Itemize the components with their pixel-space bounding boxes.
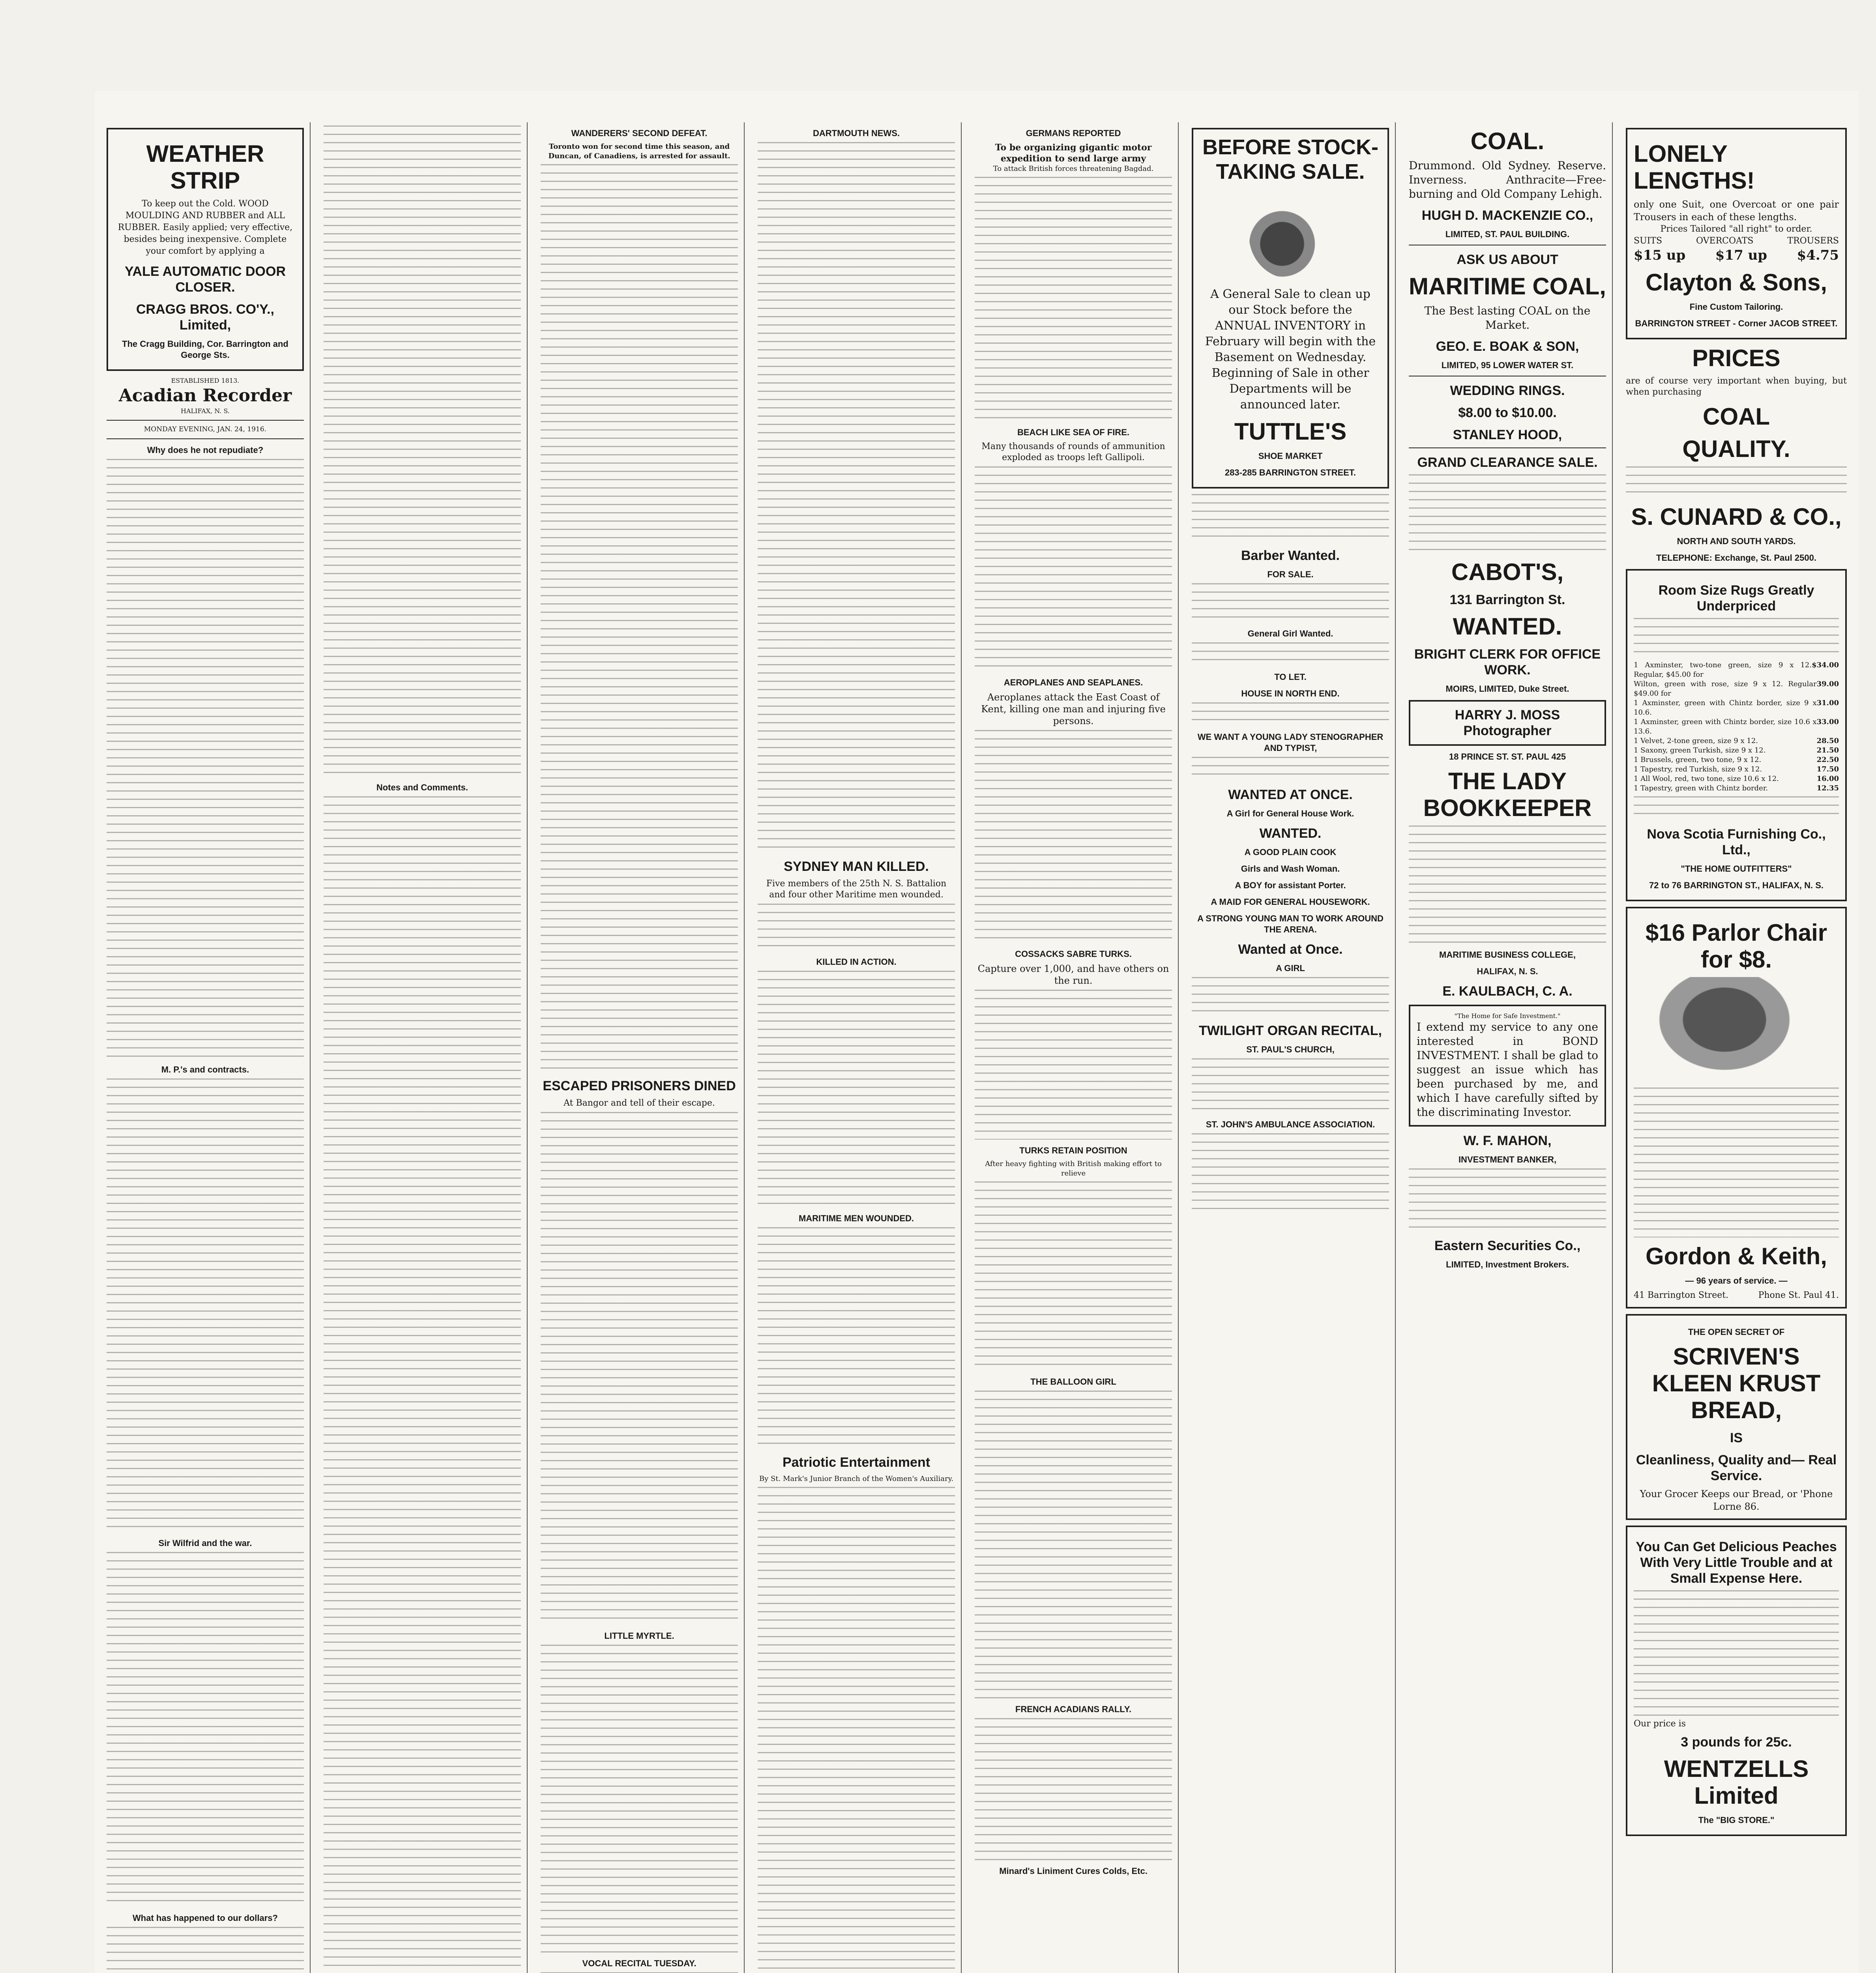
classified-text — [1192, 757, 1389, 781]
ad-phone: Phone St. Paul 41. — [1758, 1290, 1839, 1300]
article-text — [975, 990, 1172, 1140]
classified-heading: HOUSE IN NORTH END. — [1241, 689, 1340, 698]
address-row — [1634, 1290, 1839, 1301]
column-rule — [1178, 122, 1179, 1973]
article-subheading: At Bangor and tell of their escape. — [564, 1098, 715, 1108]
article-heading: ESCAPED PRISONERS DINED — [543, 1078, 736, 1093]
article-heading: MARITIME MEN WOUNDED. — [798, 1213, 914, 1223]
peaches-ad — [1626, 1526, 1847, 1836]
ad-address: 41 Barrington Street. — [1634, 1290, 1729, 1300]
ad-text — [1409, 474, 1606, 553]
ad-title: THE LADY BOOKKEEPER — [1423, 768, 1592, 821]
rugs-ad — [1626, 569, 1847, 901]
ad-company: CRAGG BROS. CO'Y., Limited, — [136, 302, 274, 333]
ad-price: $8.00 to $10.00. — [1458, 405, 1557, 420]
article-heading: TURKS RETAIN POSITION — [1019, 1146, 1127, 1155]
rug-item — [1634, 717, 1839, 736]
classified-text — [1192, 1058, 1389, 1114]
classified-heading: TO LET. — [1274, 672, 1307, 682]
ad-title: WANTED. — [1453, 613, 1562, 640]
rug-item — [1634, 765, 1839, 774]
ad-address: 72 to 76 BARRINGTON ST., HALIFAX, N. S. — [1649, 880, 1824, 890]
stock-taking-ad — [1192, 128, 1389, 489]
classified-text — [1192, 642, 1389, 666]
article-subheading: Aeroplanes attack the East Coast of Kent, killing one man and injuring five persons. — [981, 692, 1166, 726]
classified-heading: Girls and Wash Woman. — [1241, 864, 1340, 874]
ad-company-sub: — 96 years of service. — — [1685, 1276, 1788, 1286]
classified-heading: A BOY for assistant Porter. — [1235, 880, 1346, 890]
ad-title: COAL — [1703, 403, 1770, 430]
ad-product: YALE AUTOMATIC DOOR CLOSER. — [124, 264, 286, 295]
rug-price: 33.00 — [1816, 718, 1839, 726]
column-rule — [1612, 122, 1613, 1973]
classified-heading: WANTED. — [1259, 826, 1322, 841]
ad-company-sub: The "BIG STORE." — [1698, 1815, 1775, 1825]
rug-label: 1 Tapestry, green with Chintz border. — [1634, 784, 1768, 792]
ad-title: WEATHER STRIP — [146, 140, 264, 194]
ad-company-sub: Fine Custom Tailoring. — [1689, 302, 1783, 312]
article-text — [324, 796, 521, 1973]
ad-address: The Cragg Building, Cor. Barrington and George Sts. — [122, 339, 288, 360]
rug-price: 12.35 — [1816, 784, 1839, 792]
article-heading: Why does he not repudiate? — [147, 445, 264, 455]
ad-store: TUTTLE'S — [1234, 418, 1347, 445]
ad-company: GEO. E. BOAK & SON, — [1436, 339, 1579, 354]
rug-label: 1 Velvet, 2-tone green, size 9 x 12. — [1634, 737, 1758, 745]
paper-name: Acadian Recorder — [118, 386, 292, 406]
ad-text — [1634, 1088, 1839, 1237]
classified-heading: Barber Wanted. — [1241, 548, 1340, 563]
ad-price: 3 pounds for 25c. — [1681, 1735, 1792, 1750]
rug-label: 1 Tapestry, red Turkish, size 9 x 12. — [1634, 765, 1762, 773]
ad-address: BARRINGTON STREET - Corner JACOB STREET. — [1635, 318, 1838, 328]
article-heading: Sir Wilfrid and the war. — [158, 1538, 252, 1548]
article-heading: VOCAL RECITAL TUESDAY. — [582, 1958, 696, 1968]
ad-body: Your Grocer Keeps our Bread, or 'Phone Lorne 86. — [1640, 1488, 1833, 1512]
ad-title: THE OPEN SECRET OF — [1688, 1327, 1785, 1337]
article-heading: LITTLE MYRTLE. — [604, 1631, 674, 1641]
article-subheading: Five members of the 25th N. S. Battalion and four other Maritime men wounded. — [766, 879, 947, 900]
article-text — [758, 142, 955, 852]
article-text — [758, 1227, 955, 1448]
rug-item — [1634, 746, 1839, 755]
article-heading: GERMANS REPORTED — [1026, 128, 1121, 138]
ad-title: MARITIME COAL, — [1409, 273, 1606, 300]
article-heading: COSSACKS SABRE TURKS. — [1015, 949, 1132, 959]
ad-body: are of course very important when buying, but when purchasing — [1626, 376, 1847, 397]
column-4 — [758, 122, 955, 1973]
classified-text — [1192, 494, 1389, 541]
ad-title: COAL. — [1470, 128, 1545, 154]
ad-company: Nova Scotia Furnishing Co., Ltd., — [1647, 827, 1826, 857]
footer-ad: Minard's Liniment Cures Colds, Etc. — [999, 1866, 1148, 1876]
price-row — [1634, 247, 1839, 264]
classified-heading: A Girl for General House Work. — [1226, 809, 1354, 818]
boot-icon — [1249, 192, 1332, 279]
price-value: $17 up — [1715, 247, 1767, 263]
ad-body: Drummond. Old Sydney. Reserve. Inverness. Anthracite—Free-burning and Old Company Lehigh. — [1409, 159, 1606, 200]
ad-company: E. KAULBACH, C. A. — [1442, 984, 1573, 999]
column-rule — [744, 122, 745, 1973]
ad-company-sub: "THE HOME OUTFITTERS" — [1681, 864, 1792, 874]
article-text — [107, 1078, 304, 1532]
ad-title: BEFORE STOCK-TAKING SALE. — [1202, 135, 1379, 183]
article-subheading: To be organizing gigantic motor expedition to send large army — [995, 142, 1152, 164]
bond-ad — [1409, 1005, 1606, 1127]
classified-heading: WE WANT A YOUNG LADY STENOGRAPHER AND TYPIST, — [1197, 732, 1384, 753]
price-label: SUITS — [1634, 236, 1663, 246]
classified-heading: Wanted at Once. — [1238, 942, 1343, 957]
rug-label: 1 Axminster, green with Chintz border, size 10.6 x 13.6. — [1634, 718, 1817, 736]
ad-title: Room Size Rugs Greatly Underpriced — [1658, 583, 1814, 614]
bread-ad — [1626, 1314, 1847, 1520]
lonely-lengths-ad — [1626, 128, 1847, 339]
classified-heading: TWILIGHT ORGAN RECITAL, — [1199, 1023, 1382, 1038]
rug-price: 31.00 — [1816, 699, 1839, 707]
price-value: $15 up — [1634, 247, 1686, 263]
ad-company: STANLEY HOOD, — [1453, 427, 1562, 442]
ad-body: Prices Tailored "all right" to order. — [1660, 224, 1812, 234]
ad-body: To keep out the Cold. WOOD MOULDING AND RUBBER and ALL RUBBER. Easily applied; very effective, besides being inexpensive. Complete your comfort by applying a — [118, 199, 293, 256]
price-value: $4.75 — [1797, 247, 1839, 263]
column-7 — [1409, 122, 1606, 1973]
ad-body: BRIGHT CLERK FOR OFFICE WORK. — [1414, 647, 1601, 678]
price-label: OVERCOATS — [1696, 236, 1754, 246]
ad-company: S. CUNARD & CO., — [1631, 504, 1842, 530]
article-subheading: Many thousands of rounds of ammunition exploded as troops left Gallipoli. — [981, 442, 1165, 462]
article-heading: Notes and Comments. — [376, 782, 468, 792]
ad-title: WEDDING RINGS. — [1450, 383, 1565, 398]
ad-store-sub: SHOE MARKET — [1258, 451, 1323, 461]
article-heading: Patriotic Entertainment — [782, 1455, 931, 1470]
rug-label: 1 Brussels, green, two tone, 9 x 12. — [1634, 756, 1762, 764]
article-heading: What has happened to our dollars? — [133, 1913, 278, 1923]
newspaper-page — [95, 91, 1859, 1973]
ad-title: LONELY LENGTHS! — [1634, 140, 1755, 194]
ad-company: Clayton & Sons, — [1645, 269, 1827, 296]
article-heading: M. P.'s and contracts. — [161, 1065, 249, 1074]
rug-price: 16.00 — [1816, 775, 1839, 783]
column-rule — [527, 122, 528, 1973]
article-heading: AEROPLANES AND SEAPLANES. — [1004, 678, 1143, 687]
article-text — [758, 971, 955, 1207]
article-heading: THE BALLOON GIRL — [1030, 1377, 1116, 1387]
rug-price: 28.50 — [1816, 737, 1839, 745]
article-text — [758, 904, 955, 951]
classified-heading: A STRONG YOUNG MAN TO WORK AROUND THE ARENA. — [1197, 913, 1384, 934]
ad-company: WENTZELLS Limited — [1664, 1756, 1809, 1809]
column-3 — [541, 122, 738, 1973]
article-subheading: Toronto won for second time this season, and Duncan, of Canadiens, is arrested for assault. — [548, 142, 730, 160]
ad-body: Cleanliness, Quality and— Real Service. — [1636, 1453, 1837, 1483]
column-6 — [1192, 122, 1389, 1973]
ad-company: W. F. MAHON, — [1463, 1133, 1552, 1148]
chair-icon — [1642, 977, 1807, 1084]
ad-text — [1634, 796, 1839, 820]
classified-heading: A MAID FOR GENERAL HOUSEWORK. — [1211, 897, 1370, 907]
column-1 — [107, 122, 304, 1973]
ad-company: MOIRS, LIMITED, Duke Street. — [1445, 684, 1569, 694]
ad-company: Gordon & Keith, — [1646, 1243, 1827, 1269]
rug-label: 1 Axminster, green with Chintz border, size 9 x 10.6. — [1634, 699, 1817, 717]
article-text — [975, 1391, 1172, 1698]
article-subheading: Capture over 1,000, and have others on the run. — [977, 963, 1169, 986]
article-subheading: After heavy fighting with British making effort to relieve — [985, 1160, 1162, 1177]
article-text — [107, 1927, 304, 1973]
article-text — [107, 1552, 304, 1907]
article-text — [758, 1487, 955, 1973]
ad-body: A General Sale to clean up our Stock before the ANNUAL INVENTORY in February will begin with the Basement on Wednesday. Beginning of Sale in other Departments will be announced later. — [1205, 287, 1376, 412]
ad-title: QUALITY. — [1682, 436, 1790, 462]
article-heading: KILLED IN ACTION. — [816, 957, 897, 967]
ad-company: MARITIME BUSINESS COLLEGE, — [1439, 950, 1576, 960]
ad-text — [1626, 466, 1847, 498]
city-line: HALIFAX, N. S. — [181, 407, 230, 415]
ad-body: only one Suit, one Overcoat or one pair Trousers in each of these lengths. — [1634, 199, 1839, 223]
rug-label: 1 Saxony, green Turkish, size 9 x 12. — [1634, 746, 1766, 754]
ad-company: CABOT'S, — [1451, 559, 1564, 585]
classified-text — [1192, 702, 1389, 726]
ad-body: The Best lasting COAL on the Market. — [1424, 304, 1591, 331]
ad-company-sub: LIMITED, 95 LOWER WATER ST. — [1441, 360, 1574, 370]
established-line: ESTABLISHED 1813. — [171, 377, 240, 384]
column-rule — [1395, 122, 1396, 1973]
ad-title: GRAND CLEARANCE SALE. — [1417, 455, 1598, 470]
ad-title: $16 Parlor Chair for $8. — [1645, 919, 1827, 973]
classified-text — [1192, 977, 1389, 1016]
ad-text — [1634, 618, 1839, 657]
ad-body: Our price is — [1634, 1719, 1686, 1729]
ad-title: IS — [1730, 1430, 1743, 1445]
rug-price: 39.00 — [1816, 680, 1839, 688]
article-heading: DARTMOUTH NEWS. — [813, 128, 900, 138]
rug-price: 17.50 — [1816, 765, 1839, 773]
rug-price: 21.50 — [1816, 746, 1839, 754]
ad-title: ASK US ABOUT — [1457, 252, 1558, 267]
column-rule — [310, 122, 311, 1973]
price-label: TROUSERS — [1787, 236, 1839, 246]
rug-item — [1634, 661, 1839, 680]
rug-item — [1634, 698, 1839, 717]
article-text — [541, 1645, 738, 1952]
article-heading: WANDERERS' SECOND DEFEAT. — [571, 128, 708, 138]
ad-title: PRICES — [1692, 345, 1781, 371]
classified-heading: ST. PAUL'S CHURCH, — [1246, 1045, 1335, 1054]
ad-title: You Can Get Delicious Peaches With Very Little Trouble and at Small Expense Here. — [1636, 1539, 1837, 1586]
ad-company: HUGH D. MACKENZIE CO., — [1421, 208, 1593, 223]
article-text — [975, 466, 1172, 672]
column-rule — [961, 122, 962, 1973]
classified-heading: General Girl Wanted. — [1247, 629, 1333, 638]
ad-company-sub: LIMITED, Investment Brokers. — [1446, 1260, 1569, 1269]
article-subheading: By St. Mark's Junior Branch of the Women's Auxiliary. — [759, 1475, 954, 1483]
article-heading: BEACH LIKE SEA OF FIRE. — [1017, 427, 1129, 437]
ad-phone: TELEPHONE: Exchange, St. Paul 2500. — [1656, 553, 1816, 563]
ad-company-sub: INVESTMENT BANKER, — [1458, 1155, 1557, 1164]
ad-address: 18 PRINCE ST. ST. PAUL 425 — [1449, 752, 1566, 762]
article-text — [541, 164, 738, 1072]
rug-label: Wilton, green with rose, size 9 x 12. Regular $49.00 for — [1634, 680, 1817, 698]
article-text — [975, 1181, 1172, 1371]
classified-text — [1192, 583, 1389, 623]
ad-company: Eastern Securities Co., — [1434, 1238, 1581, 1253]
classified-heading: ST. JOHN'S AMBULANCE ASSOCIATION. — [1206, 1119, 1375, 1129]
rug-label: 1 Axminster, two-tone green, size 9 x 12. Regular, $45.00 for — [1634, 661, 1812, 679]
article-heading: FRENCH ACADIANS RALLY. — [1015, 1704, 1132, 1714]
rug-item — [1634, 784, 1839, 793]
article-text — [975, 730, 1172, 943]
classified-heading: A GIRL — [1276, 963, 1305, 973]
ad-company-sub: LIMITED, ST. PAUL BUILDING. — [1445, 229, 1570, 239]
classified-text — [1192, 1133, 1389, 1212]
photographer-ad: HARRY J. MOSS Photographer — [1409, 700, 1606, 746]
ad-company-sub: NORTH AND SOUTH YARDS. — [1677, 536, 1796, 546]
ad-address: 131 Barrington St. — [1449, 592, 1565, 607]
article-text — [975, 1718, 1172, 1860]
ad-text — [1409, 1168, 1606, 1232]
rug-item — [1634, 736, 1839, 746]
ad-body: I extend my service to any one interested in BOND INVESTMENT. I shall be glad to suggest an issue which has been purchased by me, and which I have carefully sifted by the discriminating Investor. — [1417, 1020, 1598, 1119]
ad-company: SCRIVEN'S KLEEN KRUST BREAD, — [1652, 1343, 1821, 1423]
classified-heading: FOR SALE. — [1267, 569, 1314, 579]
ad-address: 283-285 BARRINGTON STREET. — [1224, 468, 1356, 477]
classified-heading: WANTED AT ONCE. — [1228, 787, 1353, 802]
weather-strip-ad — [107, 128, 304, 371]
article-text — [541, 1112, 738, 1625]
rug-label: 1 All Wool, red, two tone, size 10.6 x 12. — [1634, 775, 1779, 783]
column-2 — [324, 122, 521, 1973]
ad-text — [1409, 826, 1606, 944]
article-text — [975, 177, 1172, 421]
rug-item — [1634, 680, 1839, 698]
classified-heading: A GOOD PLAIN COOK — [1244, 847, 1337, 857]
rug-price: $34.00 — [1812, 661, 1839, 669]
price-row — [1634, 235, 1839, 247]
rug-list — [1634, 661, 1839, 793]
article-heading: SYDNEY MAN KILLED. — [784, 859, 929, 874]
rug-price: 22.50 — [1816, 756, 1839, 764]
column-8 — [1626, 122, 1847, 1973]
ad-slogan: "The Home for Safe Investment." — [1454, 1012, 1561, 1020]
rug-item — [1634, 755, 1839, 765]
article-text — [107, 459, 304, 1059]
rug-item — [1634, 774, 1839, 784]
column-5 — [975, 122, 1172, 1973]
article-subheading: To attack British forces threatening Bagdad. — [993, 165, 1154, 173]
ad-text — [1634, 1590, 1839, 1717]
date-line: MONDAY EVENING, JAN. 24, 1916. — [144, 425, 267, 433]
parlor-chair-ad — [1626, 907, 1847, 1308]
article-text — [324, 125, 521, 777]
ad-address: HALIFAX, N. S. — [1477, 966, 1538, 976]
